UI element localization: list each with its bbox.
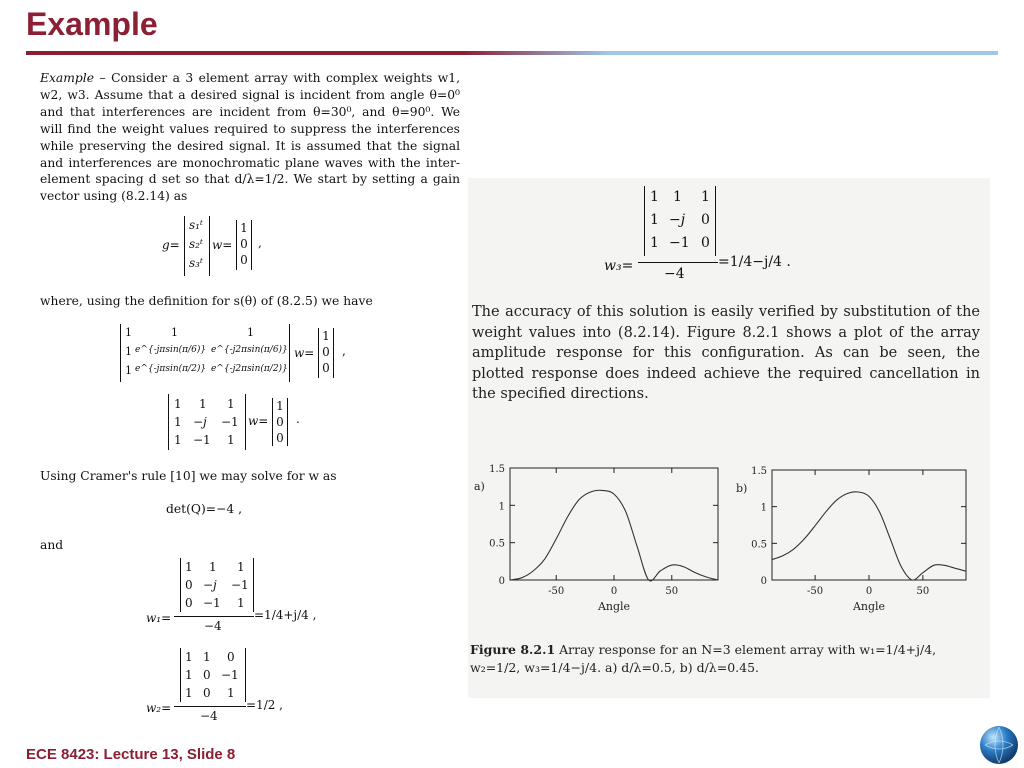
matrix-cell: e^{-j2πsin(π/6)} <box>211 345 288 355</box>
s-vector-entry: s₂ᵗ <box>189 237 203 251</box>
matrix-cell: 1 <box>125 326 132 339</box>
matrix-cell: −j <box>193 415 207 429</box>
array-response-plot-a <box>468 458 730 618</box>
matrix-cell: −1 <box>221 415 239 429</box>
w3-result: =1/4−j/4 . <box>718 254 791 270</box>
plot-frame <box>772 470 966 580</box>
matrix-cell: −j <box>203 578 217 592</box>
matrix-cell: 1 <box>650 235 659 251</box>
g-tail: , <box>258 236 262 250</box>
matrix-cell: 1 <box>237 596 245 610</box>
w3-determinant <box>644 186 716 256</box>
s-vector-entry: s₁ᵗ <box>189 218 203 232</box>
y-tick-label: 0 <box>498 576 505 587</box>
rhs-entry: 0 <box>322 345 330 359</box>
w-mid: w= <box>212 238 233 252</box>
det-text: det(Q)=−4 , <box>166 502 243 516</box>
rhs-vector <box>272 398 288 446</box>
university-globe-logo <box>979 725 1019 765</box>
y-tick-label: 0 <box>760 576 767 587</box>
gain-vector-equation <box>162 214 282 280</box>
w2-denominator: −4 <box>200 709 218 723</box>
matrix-cell: 0 <box>701 212 710 228</box>
w2-equation <box>146 646 366 726</box>
matrix-cell: 1 <box>650 189 659 205</box>
matrix-cell: 0 <box>185 596 193 610</box>
numeric-matrix-equation <box>168 394 328 454</box>
x-tick-label: -50 <box>548 586 565 597</box>
rhs-vector <box>236 220 252 270</box>
steering-matrix <box>120 324 290 382</box>
panel-label: a) <box>474 480 485 493</box>
x-axis-label: Angle <box>852 600 886 613</box>
matrix-cell: 1 <box>125 345 132 358</box>
matrix-cell: 0 <box>203 686 211 700</box>
x-tick-label: -50 <box>807 586 824 597</box>
x-tick-label: 50 <box>665 586 679 597</box>
figure-caption <box>470 641 982 677</box>
y-tick-label: 0.5 <box>751 539 767 551</box>
x-tick-label: 0 <box>610 586 618 597</box>
s-tail: , <box>342 344 346 358</box>
left-textbook-page <box>28 62 468 730</box>
y-tick-label: 1 <box>760 502 767 514</box>
title-underline <box>26 51 998 55</box>
matrix-cell: e^{-jπsin(π/2)} <box>135 364 207 374</box>
slide-title: Example <box>26 6 158 42</box>
x-tick-label: 50 <box>916 586 930 597</box>
y-tick-label: 1.5 <box>751 466 767 477</box>
matrix-cell: 0 <box>203 668 211 682</box>
rhs-entry: 1 <box>276 399 284 413</box>
matrix-cell: 1 <box>237 560 245 574</box>
cramer-text: Using Cramer's rule [10] we may solve for w as <box>40 469 337 483</box>
rhs-entry: 1 <box>240 221 248 235</box>
fraction-bar <box>638 262 718 263</box>
w2-determinant <box>180 648 246 702</box>
slide-footer: ECE 8423: Lecture 13, Slide 8 <box>26 746 236 763</box>
s-vector-entry: s₃ᵗ <box>189 256 203 270</box>
matrix-cell: 1 <box>174 433 182 447</box>
w-mid: w= <box>294 346 315 360</box>
matrix-cell: −1 <box>203 596 221 610</box>
w1-result: =1/4+j/4 , <box>254 608 317 622</box>
matrix-cell: 1 <box>247 326 254 339</box>
right-textbook-page <box>468 178 990 698</box>
response-curve <box>510 490 718 581</box>
w1-denominator: −4 <box>204 619 222 633</box>
x-tick-label: 0 <box>865 586 873 597</box>
rhs-entry: 0 <box>276 431 284 445</box>
matrix-cell: e^{-j2πsin(π/2)} <box>211 364 288 374</box>
w3-lhs: w₃= <box>604 258 634 274</box>
verification-paragraph: The accuracy of this solution is easily verified by substitution of the weight values into (8.2.14). Figure 8.2.1 shows a plot of the array amplitude response for this configuration. As can be seen, the plotted response does indeed achieve the required cancellation in the specified directions. <box>472 304 980 402</box>
s-vector <box>184 216 210 276</box>
matrix-cell: e^{-jπsin(π/6)} <box>135 345 207 355</box>
matrix-cell: 1 <box>174 397 182 411</box>
x-axis-label: Angle <box>597 600 631 613</box>
matrix-cell: 1 <box>209 560 217 574</box>
matrix-cell: 1 <box>227 433 235 447</box>
matrix-cell: −1 <box>193 433 211 447</box>
w2-lhs: w₂= <box>146 701 172 715</box>
caption-label: Figure 8.2.1 <box>470 642 556 657</box>
matrix-cell: 1 <box>673 189 682 205</box>
fraction-bar <box>174 616 254 617</box>
matrix-cell: 1 <box>701 189 710 205</box>
where-text: where, using the definition for s(θ) of (8.2.5) we have <box>40 294 373 308</box>
w-mid: w= <box>248 414 269 428</box>
rhs-entry: 0 <box>322 361 330 375</box>
steering-matrix-equation <box>120 324 380 384</box>
q-matrix <box>168 394 246 450</box>
caption-text: Array response for an N=3 element array with w₁=1/4+j/4, w₂=1/2, w₃=1/4−j/4. a) d/λ=0.5, b) d/λ=0.45. <box>470 642 937 675</box>
matrix-cell: 1 <box>227 686 235 700</box>
matrix-cell: 1 <box>185 668 193 682</box>
array-response-plot-b <box>730 458 990 618</box>
matrix-cell: 0 <box>185 578 193 592</box>
g-lhs: g= <box>162 238 180 252</box>
intro-text: – Consider a 3 element array with complex weights w1, w2, w3. Assume that a desired signal is incident from angle θ=0⁰ and that interferences are incident from θ=30⁰, and θ=90⁰. We will find the weight values required to suppress the interferences while preserving the desired signal. It is assumed that the signal and interferences are monochromatic plane waves with the inter-element spacing d set so that d/λ=1/2. We start by setting a gain vector using (8.2.14) as <box>40 71 460 204</box>
matrix-cell: 0 <box>701 235 710 251</box>
rhs-entry: 1 <box>322 329 330 343</box>
y-tick-label: 0.5 <box>489 538 505 550</box>
matrix-cell: 1 <box>199 397 207 411</box>
rhs-vector <box>318 328 334 378</box>
matrix-cell: −1 <box>231 578 249 592</box>
response-curve <box>772 492 966 580</box>
panel-label: b) <box>736 482 748 495</box>
intro-paragraph <box>40 70 460 205</box>
matrix-cell: 1 <box>185 686 193 700</box>
q-tail: . <box>296 412 300 426</box>
w2-result: =1/2 , <box>246 698 283 712</box>
matrix-cell: 1 <box>185 560 193 574</box>
matrix-cell: 1 <box>185 650 193 664</box>
fraction-bar <box>174 706 246 707</box>
w1-determinant <box>180 558 254 612</box>
w3-equation <box>604 186 844 286</box>
matrix-cell: −1 <box>221 668 239 682</box>
rhs-entry: 0 <box>240 237 248 251</box>
intro-label: Example <box>40 71 94 85</box>
and-text: and <box>40 538 64 552</box>
w1-equation <box>146 556 366 636</box>
matrix-cell: 1 <box>125 364 132 377</box>
matrix-cell: 1 <box>171 326 178 339</box>
matrix-cell: 1 <box>203 650 211 664</box>
y-tick-label: 1.5 <box>489 464 505 475</box>
w1-lhs: w₁= <box>146 611 172 625</box>
matrix-cell: 0 <box>227 650 235 664</box>
matrix-cell: 1 <box>227 397 235 411</box>
matrix-cell: 1 <box>650 212 659 228</box>
matrix-cell: −j <box>669 212 686 228</box>
w3-denominator: −4 <box>664 266 685 282</box>
matrix-cell: −1 <box>669 235 690 251</box>
y-tick-label: 1 <box>498 501 505 513</box>
matrix-cell: 1 <box>174 415 182 429</box>
rhs-entry: 0 <box>240 253 248 267</box>
rhs-entry: 0 <box>276 415 284 429</box>
